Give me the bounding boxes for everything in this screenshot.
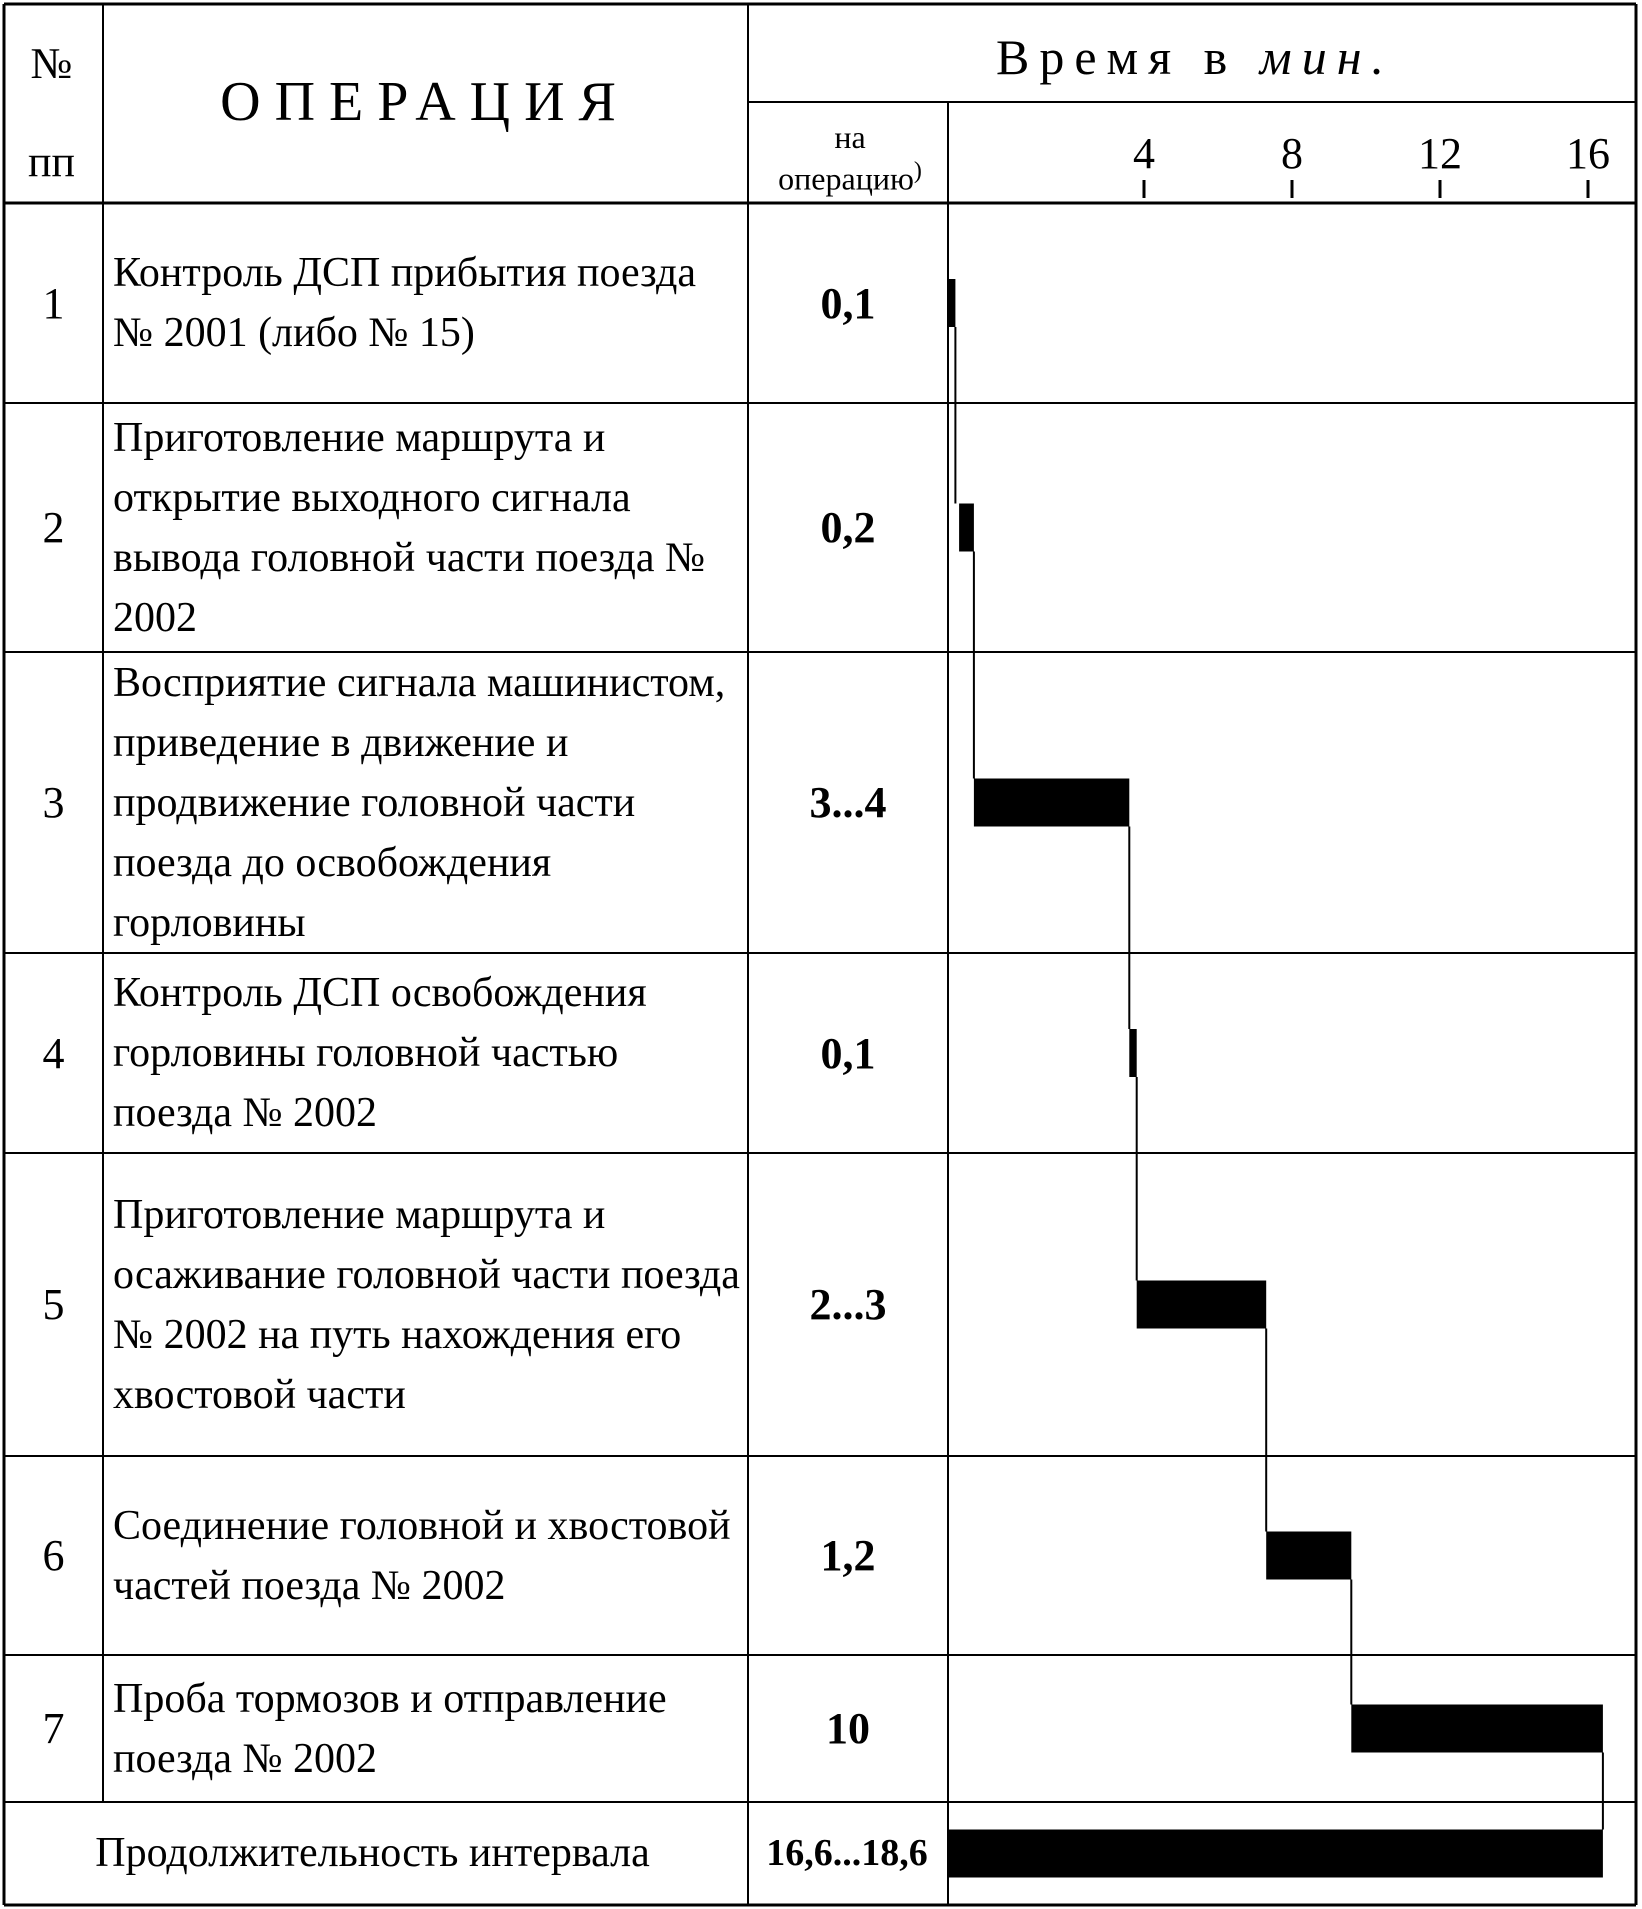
- header-per-operation-line1: на: [834, 119, 866, 155]
- gantt-bar-row-4: [1129, 1029, 1136, 1077]
- row-number: 5: [42, 1280, 65, 1329]
- gantt-bar-row-6: [1266, 1532, 1351, 1580]
- time-axis-tick-label: 16: [1566, 129, 1610, 178]
- row-number: 1: [42, 278, 65, 328]
- gantt-bar-row-7: [1351, 1705, 1603, 1753]
- row-operation-text: Приготовление маршрута и осаживание головной части поезда № 2002 на путь нахождения его хвостовой части: [113, 1191, 740, 1418]
- row-number: 2: [42, 503, 65, 552]
- header-time-label: Время в: [995, 29, 1238, 85]
- row-number: 3: [42, 778, 65, 827]
- header-number-symbol: №: [30, 39, 73, 88]
- gantt-bar-row-2: [959, 504, 974, 552]
- row-duration: 3...4: [809, 778, 887, 827]
- row-number: 7: [42, 1704, 65, 1753]
- row-duration: 2...3: [809, 1280, 887, 1329]
- row-duration: 10: [826, 1704, 870, 1753]
- row-operation-text: Контроль ДСП освобождения горловины головной частью поезда № 2002: [113, 970, 647, 1136]
- row-number: 4: [42, 1028, 65, 1078]
- gantt-bar-row-5: [1137, 1281, 1267, 1329]
- header-operation: ОПЕРАЦИЯ: [220, 71, 630, 133]
- row-operation-text: Восприятие сигнала машинистом, приведение в движение и продвижение головной части поезда до освобождения горловины: [113, 659, 726, 946]
- row-operation-text: Приготовление маршрута и открытие выходного сигнала вывода головной части поезда № 2002: [113, 414, 706, 641]
- gantt-bar-row-3: [974, 779, 1129, 827]
- time-axis-tick-label: 8: [1281, 129, 1303, 178]
- header-per-operation-mark: ): [913, 158, 922, 184]
- row-duration: 0,1: [820, 1028, 876, 1078]
- header-per-operation-word: операцию: [778, 160, 914, 197]
- row-operation-text: Проба тормозов и отправление поезда № 2002: [113, 1675, 667, 1782]
- gantt-bar-total: [948, 1830, 1603, 1878]
- row-operation-text: Контроль ДСП прибытия поезда № 2001 (либо № 15): [113, 250, 696, 356]
- header-time-unit: мин.: [1259, 29, 1394, 85]
- total-interval-label: Продолжительность интервала: [95, 1830, 650, 1876]
- row-operation-text: Соединение головной и хвостовой частей поезда № 2002: [113, 1502, 731, 1609]
- time-axis-tick-label: 12: [1418, 129, 1462, 178]
- row-number: 6: [42, 1531, 65, 1580]
- total-interval-duration: 16,6...18,6: [766, 1832, 928, 1874]
- row-duration: 0,2: [820, 503, 876, 552]
- row-duration: 1,2: [820, 1531, 876, 1580]
- row-duration: 0,1: [820, 278, 876, 328]
- gantt-bar-row-1: [948, 279, 955, 327]
- time-axis-tick-label: 4: [1133, 129, 1155, 178]
- header-number-abbrev: пп: [27, 137, 76, 186]
